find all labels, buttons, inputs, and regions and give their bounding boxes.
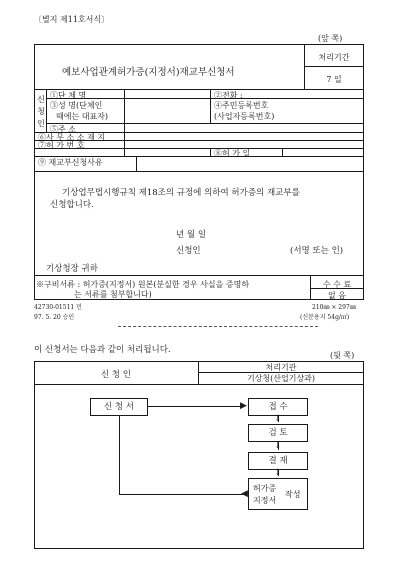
column-agency-dept: 기상청(산업기상과): [246, 374, 316, 383]
form-title: 예보사업관계허가증(지정서)재교부신청서: [62, 67, 235, 78]
paper-size: 210㎜ × 297㎜: [312, 304, 356, 311]
field-id-number: ④주민등록번호: [214, 101, 269, 110]
field-permit-number: ⑦허 가 번 호: [38, 141, 85, 150]
addressee: 기상청장 귀하: [46, 264, 98, 274]
field-rep-name: ③성 명(단체인: [50, 101, 103, 110]
flow-issue-label-b: 지정서: [253, 496, 277, 505]
attachments-note-2: 는 서류를 첨부합니다): [74, 290, 152, 299]
field-business-number: (사업자등록번호): [214, 112, 275, 121]
flow-apply-label: 신 청 서: [103, 402, 135, 412]
date-line: 년 월 일: [176, 230, 207, 240]
flow-arrow-down-1: ↓: [274, 414, 282, 424]
field-reissue-reason: ⑨ 재교부신청사유: [38, 158, 103, 167]
applicant-sign: 신청인: [176, 246, 201, 256]
cut-line: [118, 326, 318, 327]
column-applicant: 신 청 인: [100, 370, 132, 380]
field-phone: ②전화 :: [214, 91, 243, 100]
approval-date: 97. 5. 20 승인: [34, 314, 75, 321]
fee-value: 없 음: [328, 291, 346, 300]
field-permit-date: ⑧허 가 일: [214, 149, 251, 158]
fee-label: 수 수 료: [322, 280, 352, 289]
column-agency: 처리기관: [265, 363, 297, 372]
statement-text-2: 신청합니다.: [50, 200, 94, 210]
statement-text: 기상업무법시행규칙 제18조의 규정에 의하여 허가증의 재교부를: [62, 188, 300, 198]
flow-review-box: [248, 424, 308, 442]
processing-period-label: 처리기간: [318, 53, 350, 62]
field-address: ⑤주 소: [50, 125, 76, 134]
flow-review-label: 검 토: [268, 428, 288, 438]
applicant-label: 신 청 인: [37, 95, 45, 128]
flow-issue-label-c: 작성: [285, 490, 301, 499]
flow-issue-box: [248, 478, 308, 510]
flow-issue-label-a: 허가증: [253, 484, 277, 493]
process-table: [34, 361, 364, 549]
process-intro: 이 신청서는 다음과 같이 처리됩니다.: [34, 345, 171, 355]
flow-apply-box: [90, 398, 148, 416]
field-office-location: ⑥사 무 소 소 재 지: [38, 133, 106, 142]
front-label: (앞 쪽): [318, 34, 343, 43]
flow-arrow-down-2: ↓: [274, 441, 282, 451]
flow-arrow-down-3: ↓: [274, 468, 282, 478]
form-tag: 〔별지 제11호서식〕: [34, 15, 110, 24]
back-label: (뒷 쪽): [330, 351, 355, 360]
field-org-name: ①단 체 명: [50, 91, 87, 100]
sign-note: (서명 또는 인): [290, 246, 344, 256]
processing-period-value: 7 일: [326, 75, 342, 84]
paper-type: (신문용지 54g/㎡): [300, 314, 350, 321]
attachments-note: ※구비서류 : 허가증(지정서) 원본(분실한 경우 사실을 증명하: [36, 280, 250, 289]
flow-arrow-return: ◀: [241, 489, 248, 499]
form-code: 42730-01511 민: [34, 304, 82, 311]
flow-receive-label: 접 수: [268, 402, 288, 412]
flow-arrow-right: ▶: [240, 401, 247, 411]
field-rep-name-note: 때에는 대표자): [56, 112, 109, 121]
flow-decide-label: 결 재: [268, 456, 288, 466]
